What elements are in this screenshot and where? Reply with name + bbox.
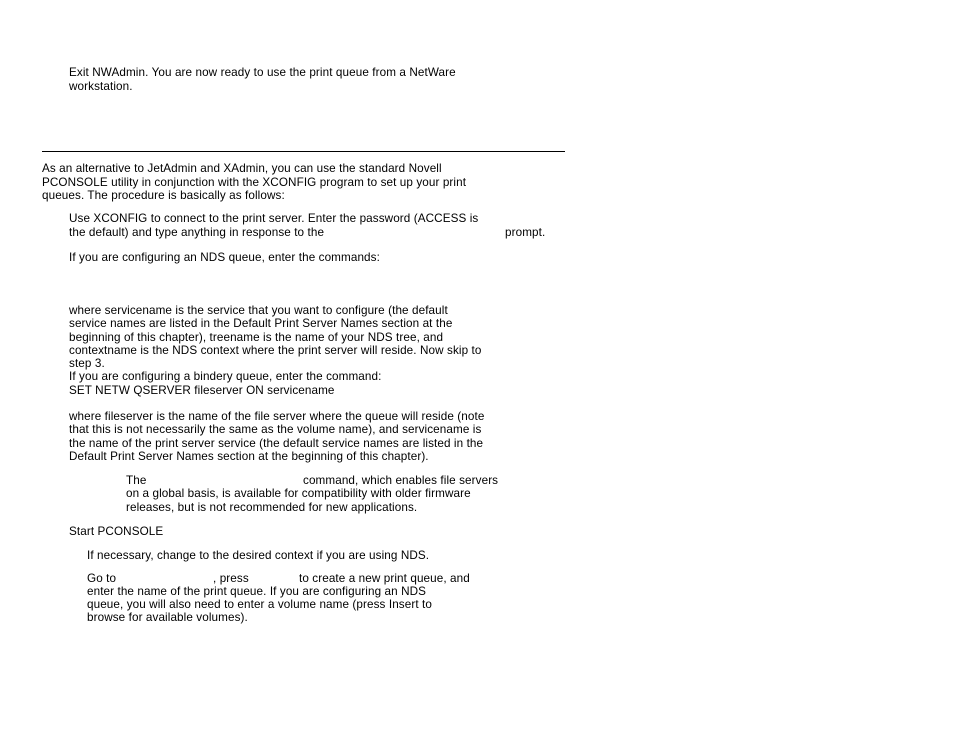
substep-b-line-1c: to create a new print queue, and [299, 572, 470, 585]
bindery-command: SET NETW QSERVER fileserver ON servicename [69, 384, 335, 397]
bindery-where-line-2: that this is not necessarily the same as the volume name), and servicename is [69, 423, 482, 436]
intro-para-line-3: queues. The procedure is basically as follows: [42, 189, 285, 202]
bindery-where-line-4: Default Print Server Names section at the beginning of this chapter). [69, 450, 429, 463]
substep-b-line-4: browse for available volumes). [87, 611, 248, 624]
step1-line-2b: prompt. [505, 226, 546, 239]
intro-para-line-1: As an alternative to JetAdmin and XAdmin, you can use the standard Novell [42, 162, 442, 175]
step1-line-2a: the default) and type anything in response to the [69, 226, 325, 239]
nds-where-line-3: beginning of this chapter), treename is the name of your NDS tree, and [69, 331, 444, 344]
note-line-3: releases, but is not recommended for new applications. [126, 501, 418, 514]
note-line-1a: The [126, 474, 147, 487]
bindery-where-line-1: where fileserver is the name of the file server where the queue will reside (note [69, 410, 485, 423]
nds-intro: If you are configuring an NDS queue, enter the commands: [69, 251, 380, 264]
note-line-2: on a global basis, is available for compatibility with older firmware [126, 487, 471, 500]
nds-where-line-1: where servicename is the service that you want to configure (the default [69, 304, 448, 317]
note-line-1b: command, which enables file servers [303, 474, 499, 487]
section-rule [42, 151, 565, 152]
substep-b-line-1a: Go to [87, 572, 117, 585]
bindery-where-line-3: the name of the print server service (the default service names are listed in the [69, 437, 484, 450]
nds-where-line-5: step 3. [69, 357, 105, 370]
nds-where-line-4: contextname is the NDS context where the print server will reside. Now skip to [69, 344, 482, 357]
exit-para-line-2: workstation. [69, 80, 133, 93]
substep-b-line-3: queue, you will also need to enter a volume name (press Insert to [87, 598, 432, 611]
nds-where-line-2: service names are listed in the Default Print Server Names section at the [69, 317, 453, 330]
substep-b-line-1b: , press [213, 572, 249, 585]
exit-para-line-1: Exit NWAdmin. You are now ready to use the print queue from a NetWare [69, 66, 456, 79]
intro-para-line-2: PCONSOLE utility in conjunction with the XCONFIG program to set up your print [42, 176, 467, 189]
bindery-intro: If you are configuring a bindery queue, enter the command: [69, 370, 382, 383]
step1-line-1: Use XCONFIG to connect to the print server. Enter the password (ACCESS is [69, 212, 479, 225]
substep-a: If necessary, change to the desired context if you are using NDS. [87, 549, 430, 562]
substep-b-line-2: enter the name of the print queue. If you are configuring an NDS [87, 585, 427, 598]
step2: Start PCONSOLE [69, 525, 164, 538]
